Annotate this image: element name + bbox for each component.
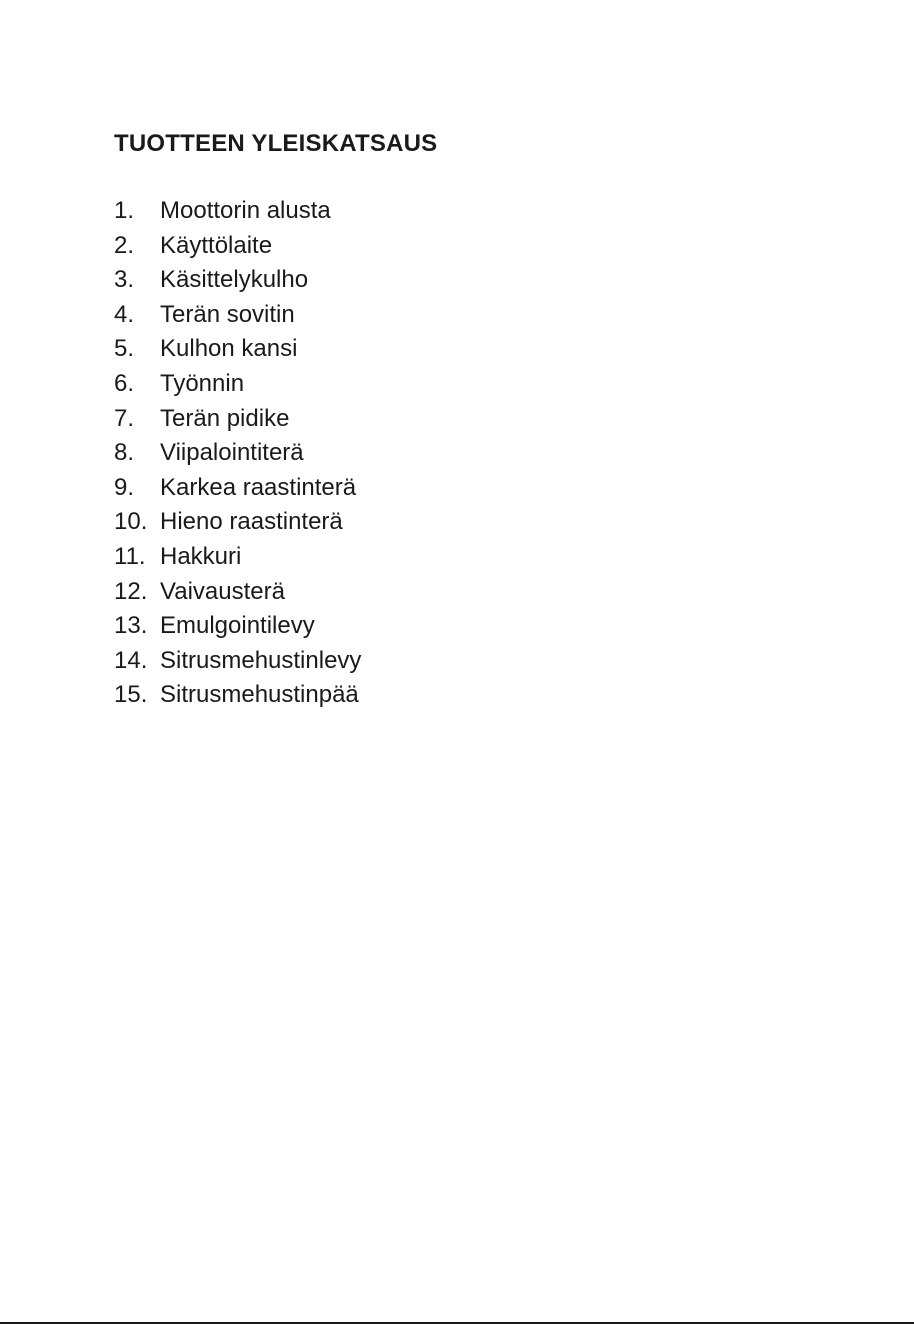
list-item [114,229,361,264]
item-number: 14. [114,646,148,674]
item-label: Työnnin [160,369,245,397]
parts-list [114,194,361,713]
item-label: Moottorin alusta [160,197,331,224]
list-item [114,540,361,575]
page-title: TUOTTEEN YLEISKATSAUS [114,130,438,157]
item-label: Terän pidike [160,404,290,432]
item-label: Kulhon kansi [160,335,298,363]
item-number: 5. [114,335,135,363]
item-label: Hakkuri [160,542,242,570]
item-number: 8. [114,439,135,467]
item-number: 9. [114,473,135,501]
item-label: Käyttölaite [160,231,273,259]
list-item [114,332,361,367]
item-label: Viipalointiterä [160,439,304,467]
item-label: Terän sovitin [160,300,295,328]
item-label: Emulgointilevy [160,612,315,640]
list-item [114,575,361,610]
list-item [114,298,361,333]
item-number: 15. [114,681,148,709]
list-item [114,194,361,229]
item-number: 1. [114,197,135,224]
list-item [114,678,361,713]
list-item [114,367,361,402]
item-label: Hieno raastinterä [160,508,343,536]
item-number: 7. [114,404,135,432]
item-number: 2. [114,231,135,259]
item-number: 4. [114,300,135,328]
list-item [114,402,361,437]
list-item [114,644,361,679]
item-number: 3. [114,266,135,294]
list-item [114,609,361,644]
item-number: 12. [114,577,148,605]
item-label: Karkea raastinterä [160,473,357,501]
item-label: Vaivausterä [160,577,285,605]
list-item [114,436,361,471]
item-label: Sitrusmehustinlevy [160,646,362,674]
item-number: 6. [114,369,135,397]
list-item [114,263,361,298]
list-item [114,505,361,540]
item-label: Käsittelykulho [160,266,309,294]
item-number: 10. [114,508,148,536]
item-number: 11. [114,542,146,570]
list-item [114,471,361,506]
item-number: 13. [114,612,148,640]
item-label: Sitrusmehustinpää [160,681,359,709]
